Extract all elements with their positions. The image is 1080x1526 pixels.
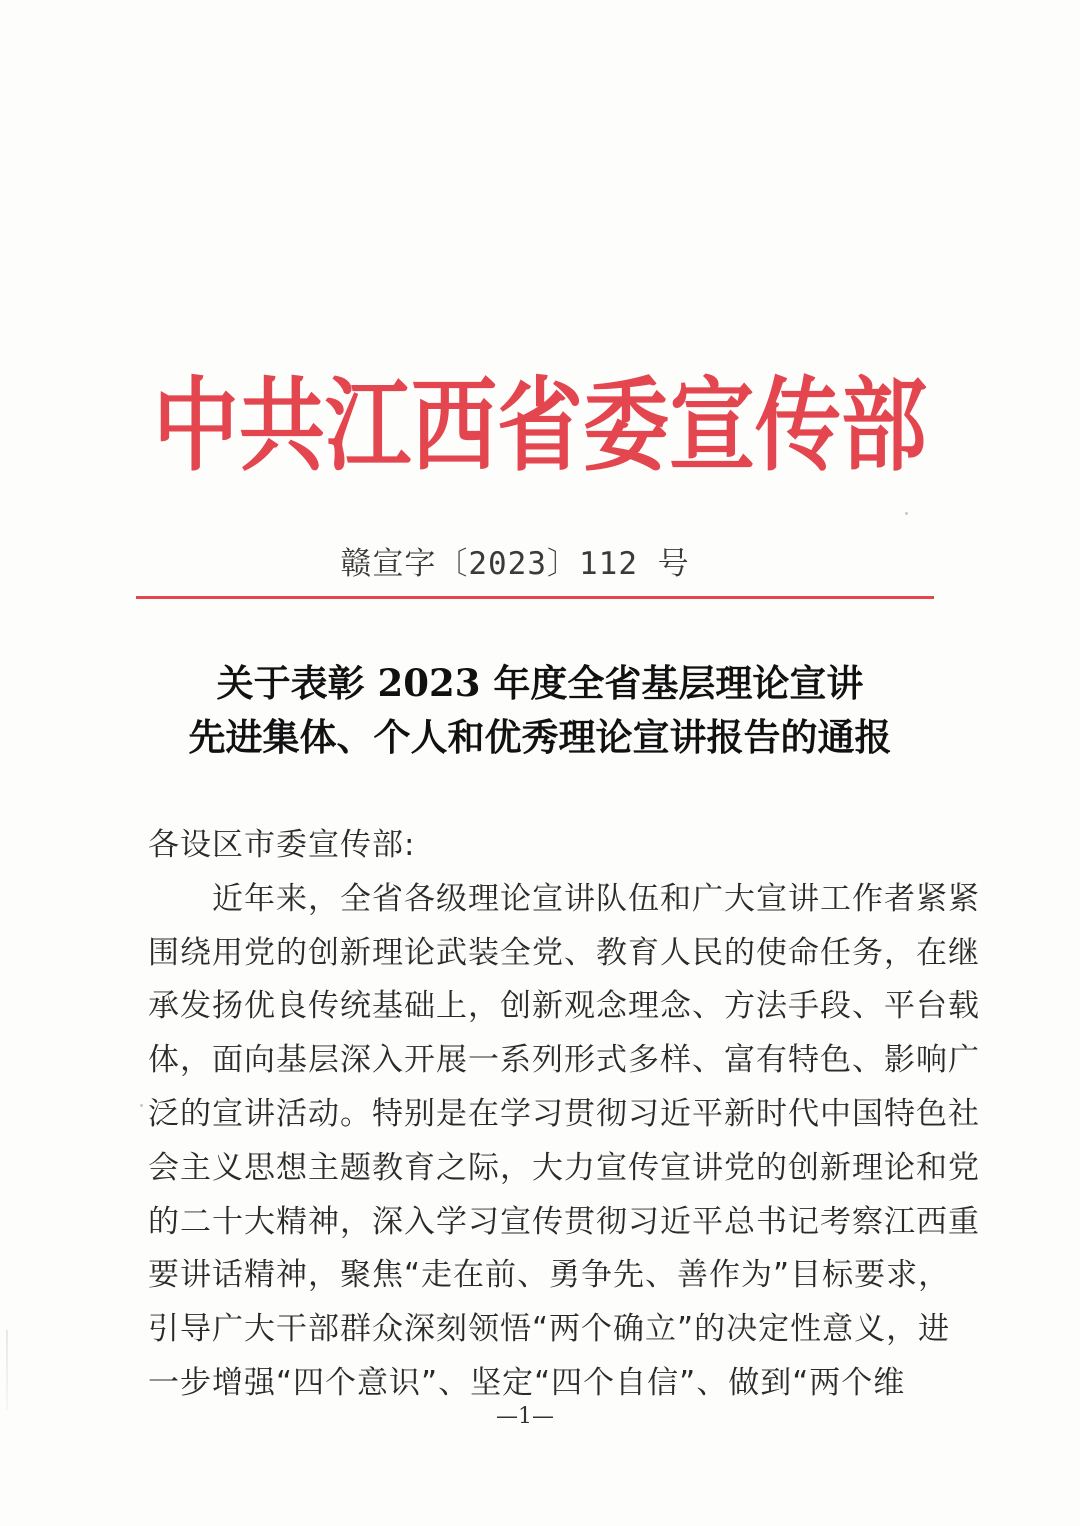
title-line: 先进集体、个人和优秀理论宣讲报告的通报: [188, 715, 892, 759]
body-line: 引导广大干部群众深刻领悟“两个确立”的决定性意义，进: [148, 1311, 951, 1348]
body-line: 体，面向基层深入开展一系列形式多样、富有特色、影响广: [148, 1042, 980, 1079]
body-line: 近年来，全省各级理论宣讲队伍和广大宣讲工作者紧紧: [148, 880, 980, 917]
document-number: 赣宣字〔2023〕112 号: [340, 546, 690, 582]
red-divider-line: [136, 596, 934, 599]
body-line: 围绕用党的创新理论武装全党、教育人民的使命任务，在继: [148, 934, 980, 971]
body-line: 会主义思想主题教育之际，大力宣传宣讲党的创新理论和党: [148, 1149, 980, 1186]
body-line: 承发扬优良传统基础上，创新观念理念、方法手段、平台载: [148, 988, 980, 1025]
issuing-authority-masthead: 中共江西省委宣传部: [153, 366, 927, 486]
body-line: 的二十大精神，深入学习宣传贯彻习近平总书记考察江西重: [148, 1203, 980, 1240]
page-number: —1—: [496, 1404, 554, 1429]
title-line: 关于表彰 2023 年度全省基层理论宣讲: [216, 661, 864, 705]
scan-artifact-dot: [140, 1104, 143, 1107]
body-line: 泛的宣讲活动。特别是在学习贯彻习近平新时代中国特色社: [148, 1095, 980, 1132]
body-line: 要讲话精神，聚焦“走在前、勇争先、善作为”目标要求，: [148, 1257, 951, 1294]
document-body: [148, 823, 980, 1415]
scan-artifact-line: [6, 1330, 8, 1410]
body-line: 一步增强“四个意识”、坚定“四个自信”、做到“两个维: [148, 1364, 906, 1401]
document-title: [120, 656, 960, 764]
salutation: 各设区市委宣传部:: [148, 827, 416, 863]
